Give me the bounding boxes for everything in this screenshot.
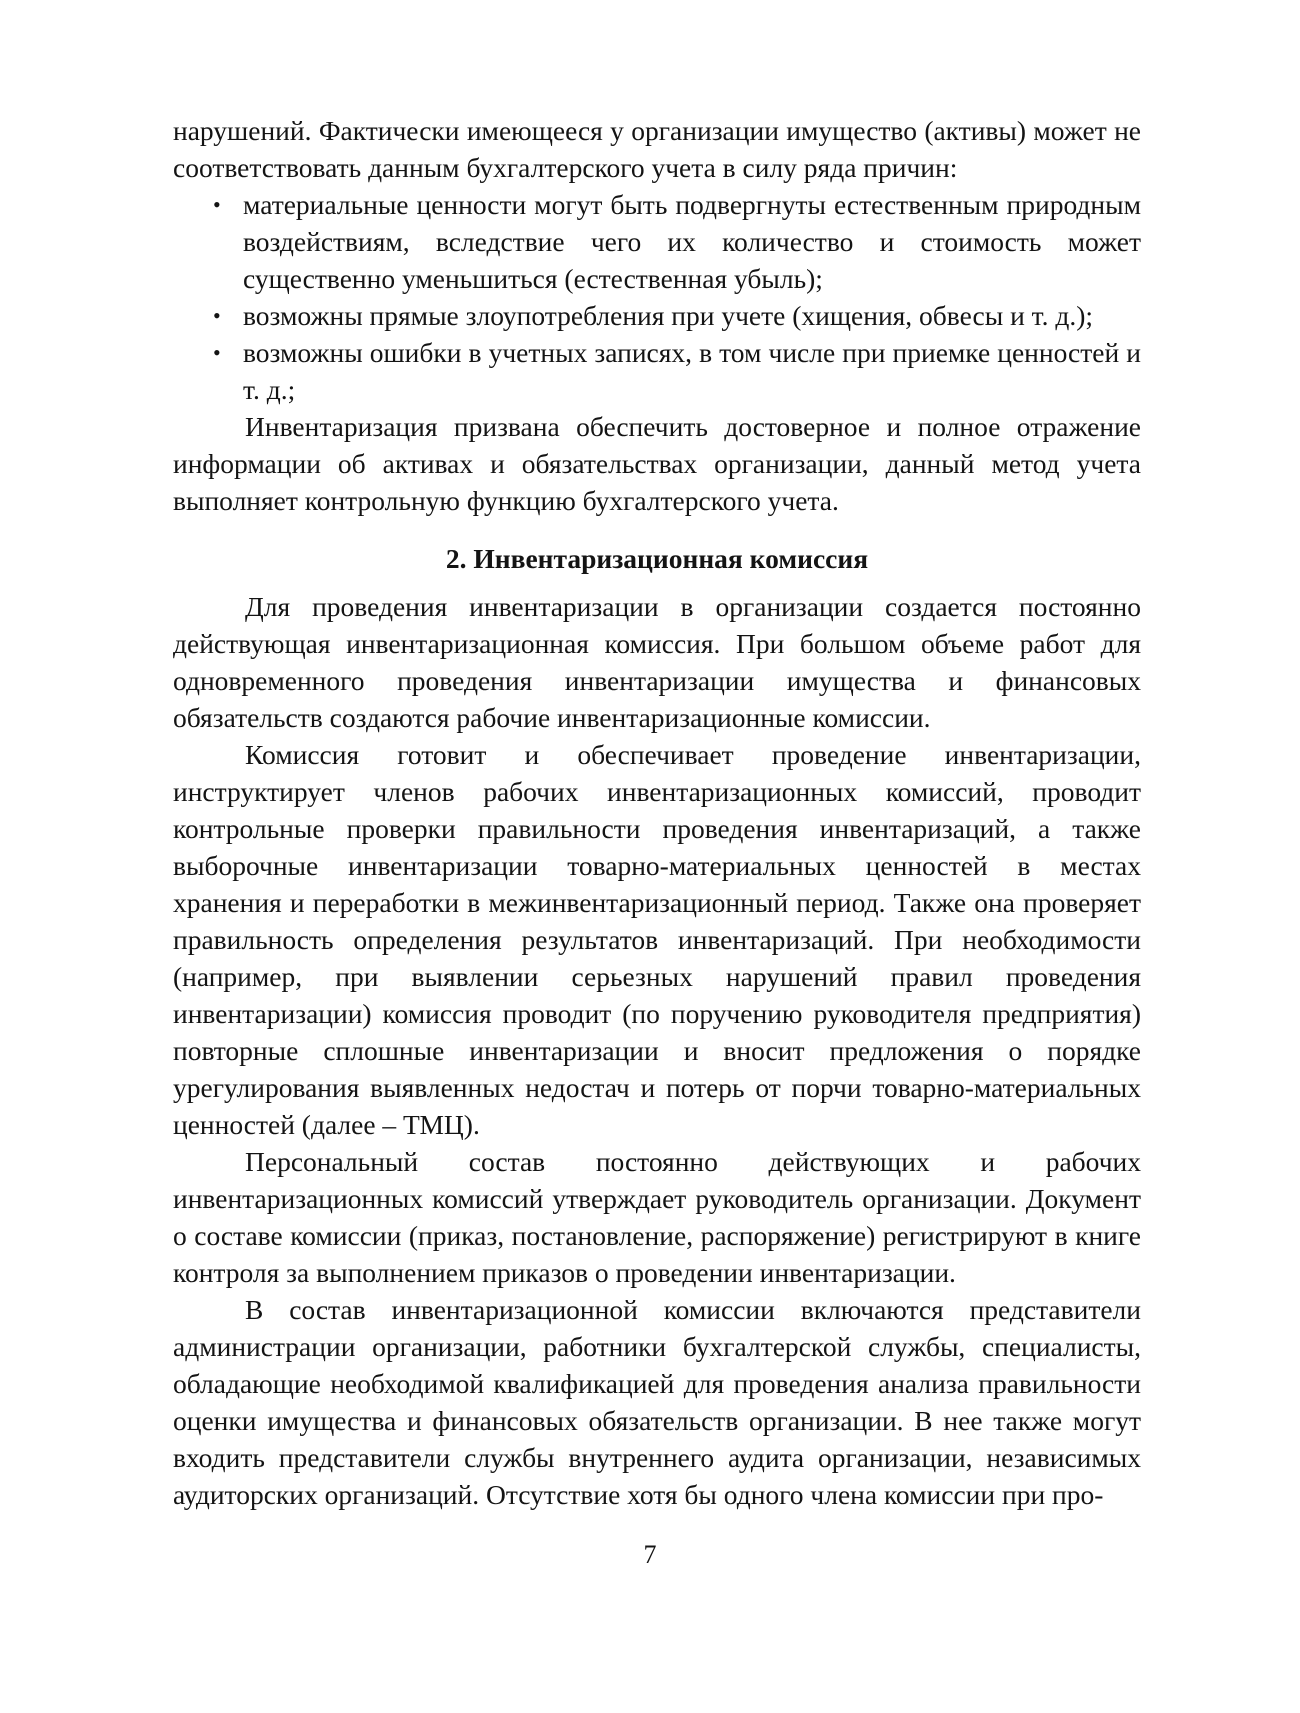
body-paragraph: В состав инвентаризационной комиссии включаются представители администрации организации, работники бухгалтерской службы, специалисты, обладающие необходимой квалификацией для проведения анализа правильности оценки имущества и финансовых обязательств организации. В нее также могут входить представители службы внутреннего аудита организации, независимых аудиторских организаций. Отсутствие хотя бы одного члена комиссии при про- [173,1294,1141,1510]
reasons-list [173,186,1141,408]
bullet-icon: • [213,192,221,217]
list-item [173,334,1141,408]
list-item-text: возможны прямые злоупотребления при учете (хищения, обвесы и т. д.); [243,300,1094,331]
body-paragraph: Комиссия готовит и обеспечивает проведение инвентаризации, инструктирует членов рабочих инвентаризационных комиссий, проводит контрольные проверки правильности проведения инвентаризаций, а также выборочные инвентаризации товарно-материальных ценностей в местах хранения и переработки в межинвентаризационный период. Также она проверяет правильность определения результатов инвентаризаций. При необходимости (например, при выявлении серьезных нарушений правил проведения инвентаризации) комиссия проводит (по поручению руководителя предприятия) повторные сплошные инвентаризации и вносит предложения о порядке урегулирования выявленных недостач и потерь от порчи товарно-материальных ценностей (далее – ТМЦ). [173,739,1141,1140]
conclusion-paragraph: Инвентаризация призвана обеспечить достоверное и полное отражение информации об активах и обязательствах организации, данный метод учета выполняет контрольную функцию бухгалтерского учета. [173,411,1141,516]
list-item-text: возможны ошибки в учетных записях, в том числе при приемке ценностей и т. д.; [243,337,1141,405]
bullet-icon: • [213,303,221,328]
body-paragraph: Для проведения инвентаризации в организации создается постоянно действующая инвентаризационная комиссия. При большом объеме работ для одновременного проведения инвентаризации имущества и финансовых обязательств создаются рабочие инвентаризационные комиссии. [173,591,1141,733]
list-item-text: материальные ценности могут быть подвергнуты естественным природным воздействиям, вследствие чего их количество и стоимость может существенно уменьшиться (естественная убыль); [243,189,1141,294]
intro-paragraph: нарушений. Фактически имеющееся у организации имущество (активы) может не соответствовать данным бухгалтерского учета в силу ряда причин: [173,115,1141,183]
body-paragraph: Персональный состав постоянно действующих и рабочих инвентаризационных комиссий утверждает руководитель организации. Документ о составе комиссии (приказ, постановление, распоряжение) регистрируют в книге контроля за выполнением приказов о проведении инвентаризации. [173,1146,1141,1288]
page-number: 7 [643,1540,657,1569]
list-item [173,297,1141,334]
list-item [173,186,1141,297]
section-heading: 2. Инвентаризационная комиссия [445,543,869,574]
document-page [173,112,1141,1513]
bullet-icon: • [213,340,221,365]
